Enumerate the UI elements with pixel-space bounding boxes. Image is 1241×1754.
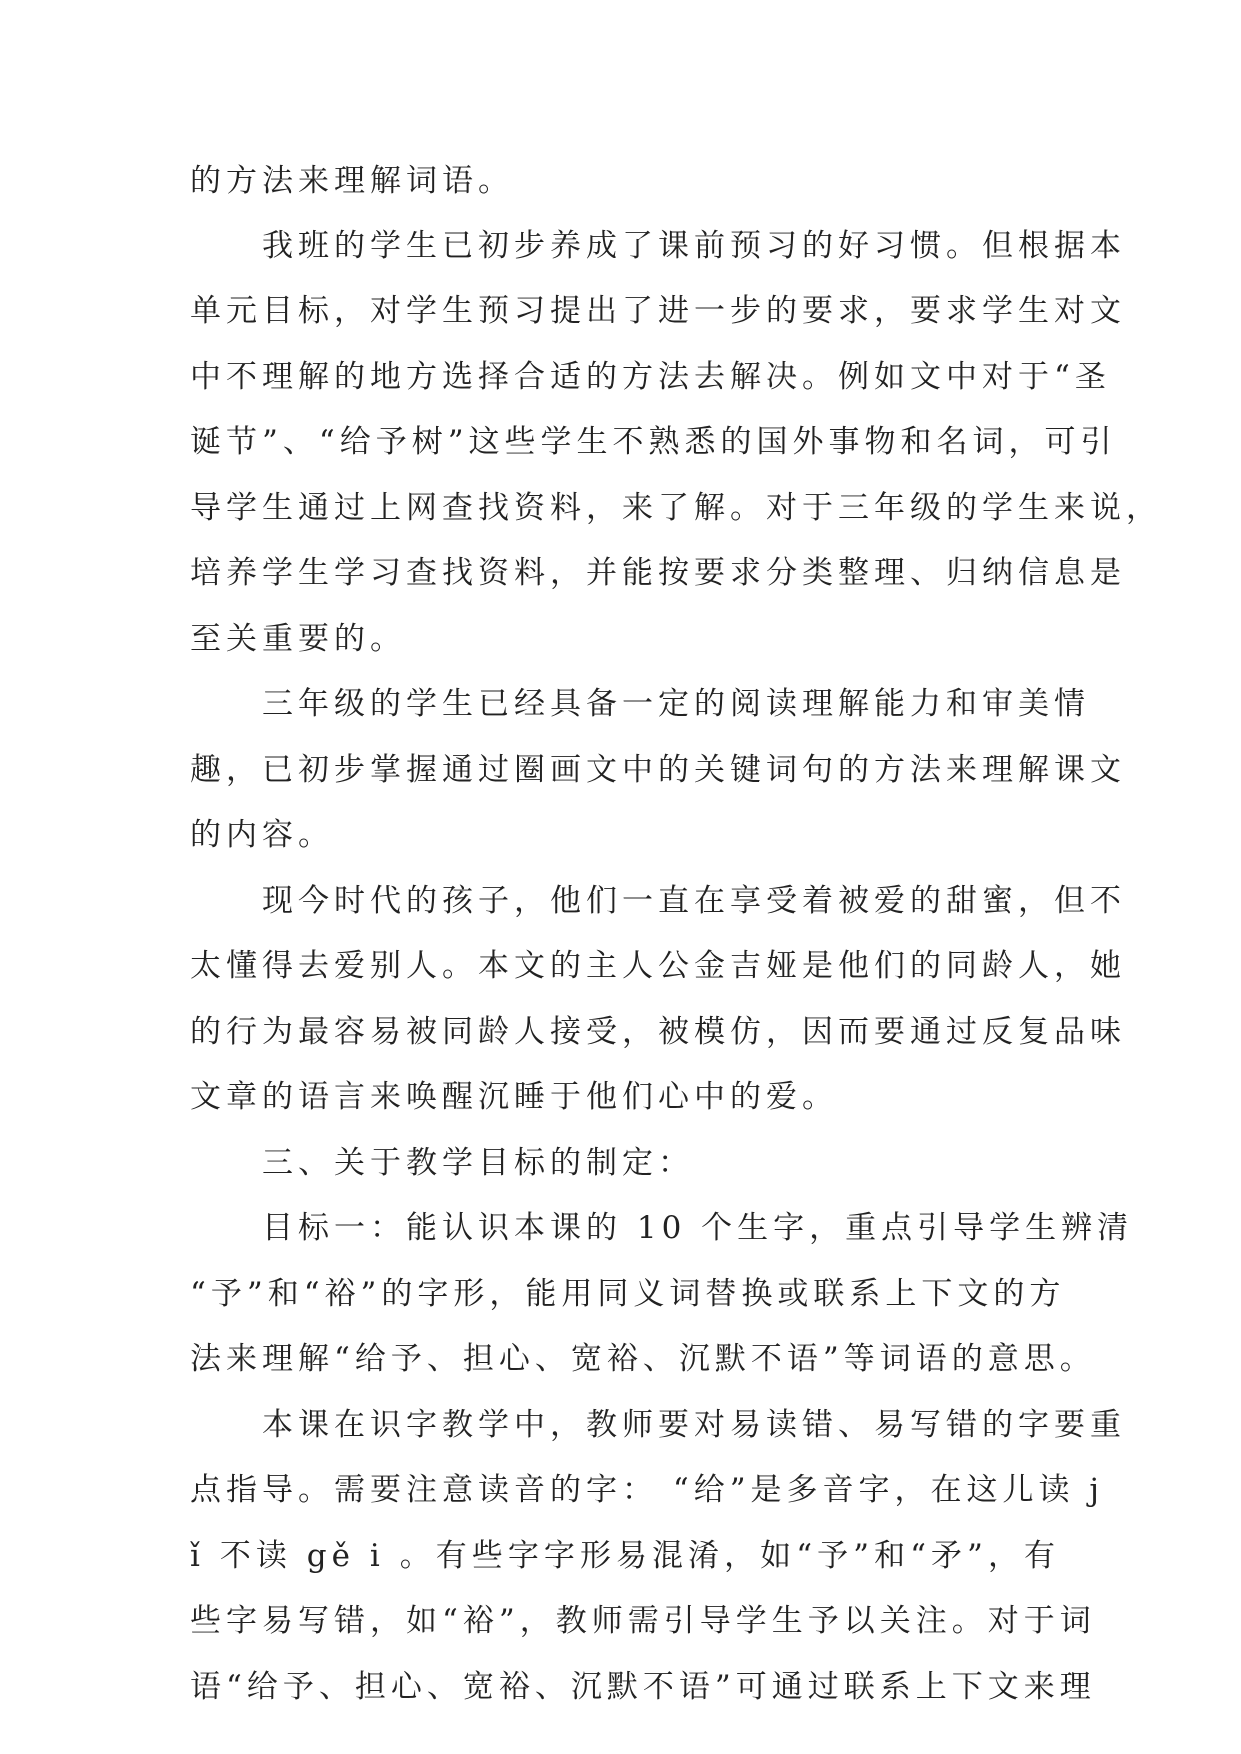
text-line: 目标一：能认识本课的 10 个生字，重点引导学生辨清 (190, 1210, 1134, 1246)
text-line: ǐ 不读 gě i 。有些字字形易混淆，如“予”和“矛”，有 (190, 1538, 1060, 1574)
text-line: 三年级的学生已经具备一定的阅读理解能力和审美情 (190, 686, 1090, 722)
text-line: 中不理解的地方选择合适的方法去解决。例如文中对于“圣 (190, 359, 1111, 395)
text-line: 导学生通过上网查找资料，来了解。对于三年级的学生来说， (190, 490, 1162, 526)
text-line: 文章的语言来唤醒沉睡于他们心中的爱。 (190, 1079, 838, 1115)
text-line: 的内容。 (190, 817, 334, 853)
text-line: 单元目标，对学生预习提出了进一步的要求，要求学生对文 (190, 293, 1126, 329)
text-line: 点指导。需要注意读音的字： “给”是多音字，在这儿读 j (190, 1472, 1105, 1508)
text-line: 我班的学生已初步养成了课前预习的好习惯。但根据本 (190, 228, 1126, 264)
text-line: 本课在识字教学中，教师要对易读错、易写错的字要重 (190, 1407, 1126, 1443)
text-line: 至关重要的。 (190, 621, 406, 657)
text-line: 法来理解“给予、担心、宽裕、沉默不语”等词语的意思。 (190, 1341, 1096, 1377)
text-line: 培养学生学习查找资料，并能按要求分类整理、归纳信息是 (190, 555, 1126, 591)
text-line: 诞节”、“给予树”这些学生不熟悉的国外事物和名词，可引 (190, 424, 1117, 460)
text-line: 现今时代的孩子，他们一直在享受着被爱的甜蜜，但不 (190, 883, 1126, 919)
text-line: 语“给予、担心、宽裕、沉默不语”可通过联系上下文来理 (190, 1669, 1096, 1705)
text-line: 的方法来理解词语。 (190, 163, 514, 199)
section-heading: 三、关于教学目标的制定： (190, 1145, 694, 1181)
text-line: 些字易写错，如“裕”，教师需引导学生予以关注。对于词 (190, 1603, 1096, 1639)
text-line: 趣，已初步掌握通过圈画文中的关键词句的方法来理解课文 (190, 752, 1126, 788)
text-line: “予”和“裕”的字形，能用同义词替换或联系上下文的方 (190, 1276, 1066, 1312)
text-line: 的行为最容易被同龄人接受，被模仿，因而要通过反复品味 (190, 1014, 1126, 1050)
text-line: 太懂得去爱别人。本文的主人公金吉娅是他们的同龄人，她 (190, 948, 1126, 984)
